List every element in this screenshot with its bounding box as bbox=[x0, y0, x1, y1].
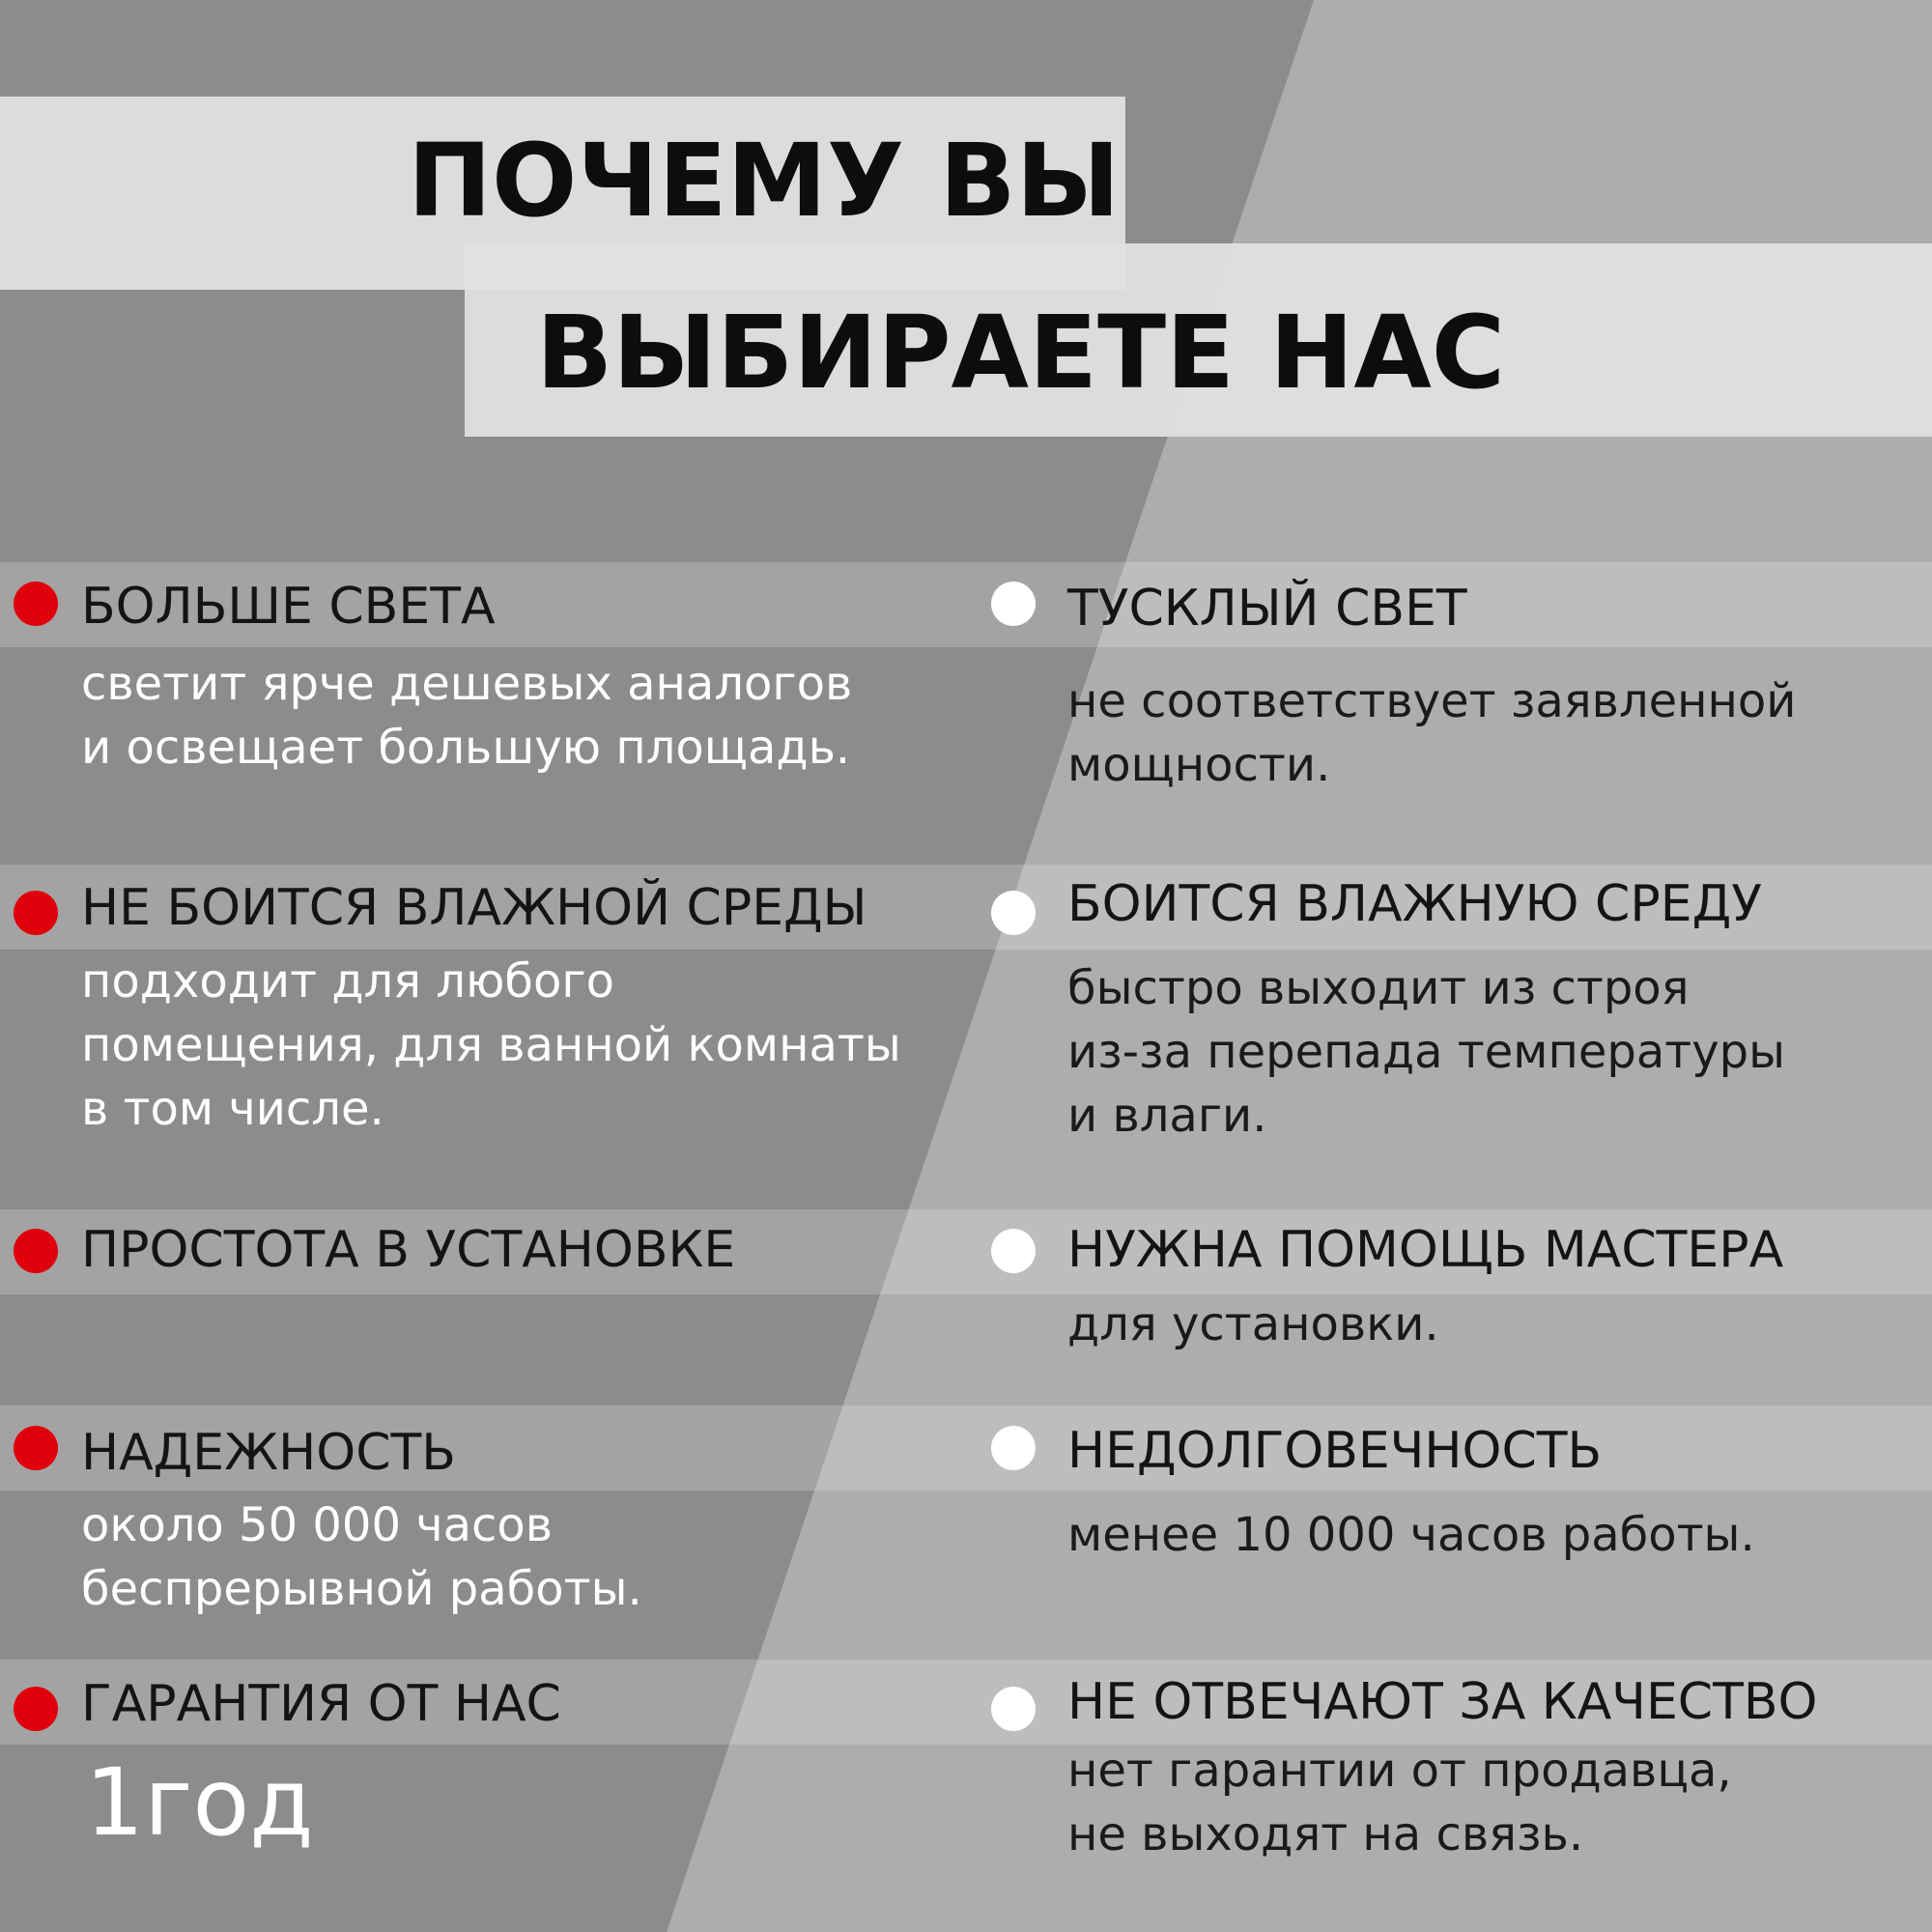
warranty-duration: 1год bbox=[85, 1748, 314, 1857]
competitor-drawback-heading: НЕДОЛГОВЕЧНОСТЬ bbox=[1067, 1422, 1603, 1480]
competitor-drawback-text: быстро выходит из строя из-за перепада температуры и влаги. bbox=[1067, 961, 1786, 1143]
page-title-line-1: ПОЧЕМУ ВЫ bbox=[408, 122, 1121, 240]
our-advantage-text: подходит для любого помещения, для ванной комнаты в том числе. bbox=[81, 954, 901, 1136]
white-bullet-icon bbox=[991, 1687, 1036, 1731]
competitor-drawback-text: нет гарантии от продавца, не выходят на связь. bbox=[1067, 1744, 1732, 1861]
our-advantage-heading: ПРОСТОТА В УСТАНОВКЕ bbox=[81, 1221, 736, 1279]
white-bullet-icon bbox=[991, 582, 1036, 626]
competitor-drawback-heading: НУЖНА ПОМОЩЬ МАСТЕРА bbox=[1067, 1221, 1784, 1279]
our-advantage-heading: НЕ БОИТСЯ ВЛАЖНОЙ СРЕДЫ bbox=[81, 879, 867, 937]
white-bullet-icon bbox=[991, 891, 1036, 935]
red-bullet-icon bbox=[14, 891, 58, 935]
white-bullet-icon bbox=[991, 1229, 1036, 1273]
our-advantage-text: около 50 000 часов беспрерывной работы. bbox=[81, 1498, 642, 1616]
competitor-drawback-heading: БОИТСЯ ВЛАЖНУЮ СРЕДУ bbox=[1067, 875, 1762, 933]
white-bullet-icon bbox=[991, 1426, 1036, 1470]
our-advantage-text: светит ярче дешевых аналогов и освещает большую площадь. bbox=[81, 657, 853, 775]
our-advantage-heading: НАДЕЖНОСТЬ bbox=[81, 1424, 456, 1482]
red-bullet-icon bbox=[14, 582, 58, 626]
our-advantage-heading: ГАРАНТИЯ ОТ НАС bbox=[81, 1675, 561, 1733]
red-bullet-icon bbox=[14, 1426, 58, 1470]
red-bullet-icon bbox=[14, 1229, 58, 1273]
competitor-drawback-text: не соответствует заявленной мощности. bbox=[1067, 674, 1797, 792]
competitor-drawback-text: для установки. bbox=[1067, 1297, 1439, 1351]
our-advantage-heading: БОЛЬШЕ СВЕТА bbox=[81, 578, 496, 636]
competitor-drawback-heading: НЕ ОТВЕЧАЮТ ЗА КАЧЕСТВО bbox=[1067, 1673, 1818, 1731]
competitor-drawback-heading: ТУСКЛЫЙ СВЕТ bbox=[1067, 580, 1467, 638]
red-bullet-icon bbox=[14, 1687, 58, 1731]
page-title-line-2: ВЫБИРАЕТЕ НАС bbox=[536, 294, 1506, 412]
competitor-drawback-text: менее 10 000 часов работы. bbox=[1067, 1508, 1755, 1562]
